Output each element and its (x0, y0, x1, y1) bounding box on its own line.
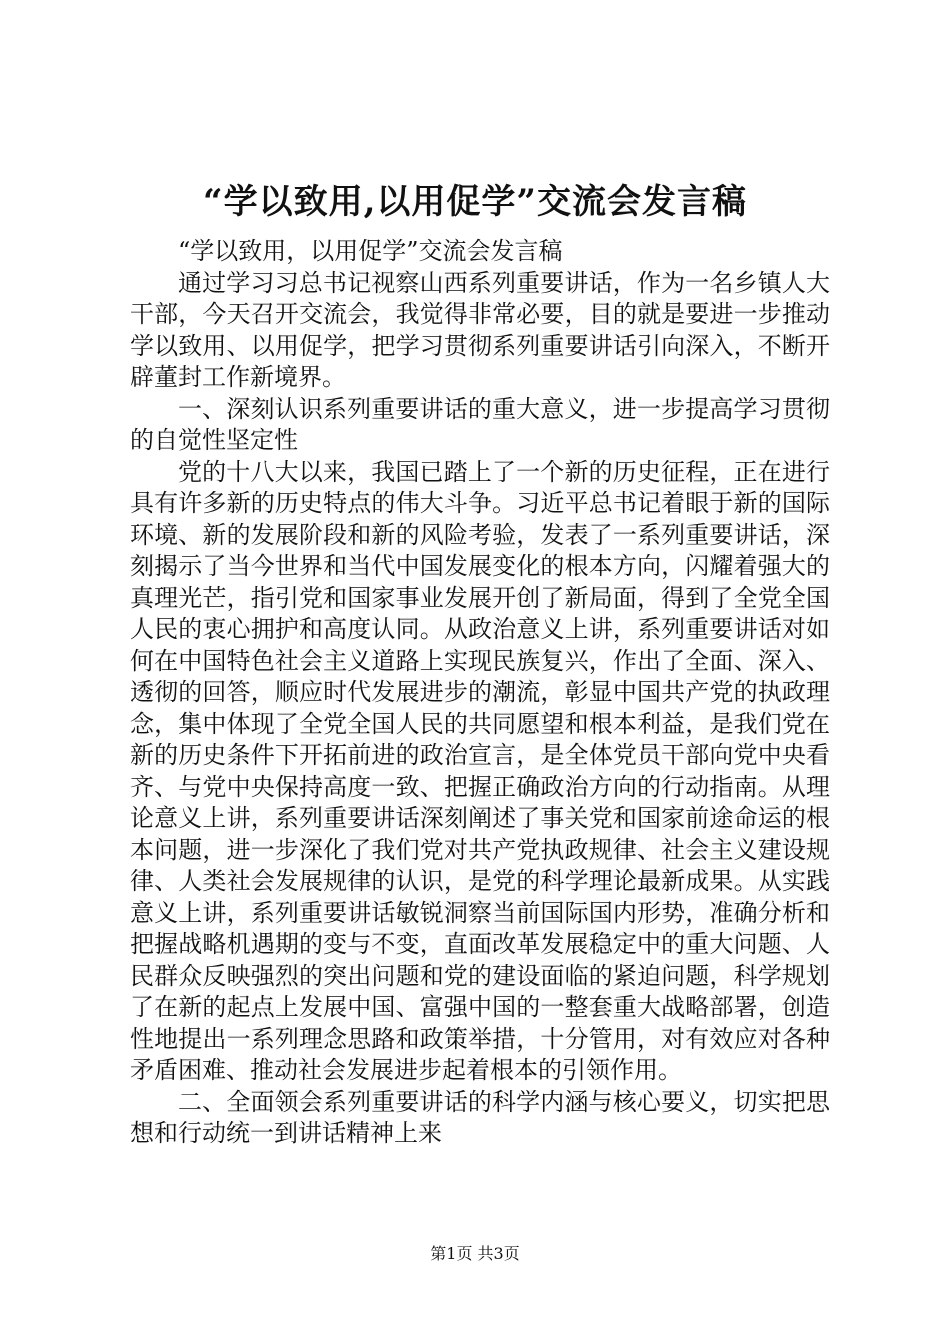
section-heading-1: 一、深刻认识系列重要讲话的重大意义，进一步提高学习贯彻的自觉性坚定性 (130, 394, 830, 454)
section-heading-2: 二、全面领会系列重要讲话的科学内涵与核心要义，切实把思想和行动统一到讲话精神上来 (130, 1087, 830, 1147)
paragraph-subtitle: “学以致用，以用促学”交流会发言稿 (178, 237, 563, 265)
document-title: “学以致用,以用促学”交流会发言稿 (203, 182, 747, 222)
paragraph-body: 党的十八大以来，我国已踏上了一个新的历史征程，正在进行具有许多新的历史特点的伟大斗争。习近平总书记着眼于新的国际环境、新的发展阶段和新的风险考验，发表了一系列重要讲话，深刻揭示了当今世界和当代中国发展变化的根本方向，闪耀着强大的真理光芒，指引党和国家事业发展开创了新局面，得到了全党全国人民的衷心拥护和高度认同。从政治意义上讲，系列重要讲话对如何在中国特色社会主义道路上实现民族复兴，作出了全面、深入、透彻的回答，顺应时代发展进步的潮流，彰显中国共产党的执政理念，集中体现了全党全国人民的共同愿望和根本利益，是我们党在新的历史条件下开拓前进的政治宣言，是全体党员干部向党中央看齐、与党中央保持高度一致、把握正确政治方向的行动指南。从理论意义上讲，系列重要讲话深刻阐述了事关党和国家前途命运的根本问题，进一步深化了我们党对共产党执政规律、社会主义建设规律、人类社会发展规律的认识，是党的科学理论最新成果。从实践意义上讲，系列重要讲话敏锐洞察当前国际国内形势，准确分析和把握战略机遇期的变与不变，直面改革发展稳定中的重大问题、人民群众反映强烈的突出问题和党的建设面临的紧迫问题，科学规划了在新的起点上发展中国、富强中国的一整套重大战略部署，创造性地提出一系列理念思路和政策举措，十分管用，对有效应对各种矛盾困难、推动社会发展进步起着根本的引领作用。 (130, 457, 830, 1084)
paragraph-intro: 通过学习习总书记视察山西系列重要讲话，作为一名乡镇人大干部，今天召开交流会，我觉得非常必要，目的就是要进一步推动学以致用、以用促学，把学习贯彻系列重要讲话引向深入，不断开辟董封工作新境界。 (130, 268, 830, 391)
page-footer: 第1页 共3页 (430, 1244, 520, 1263)
document-body (130, 236, 830, 1150)
